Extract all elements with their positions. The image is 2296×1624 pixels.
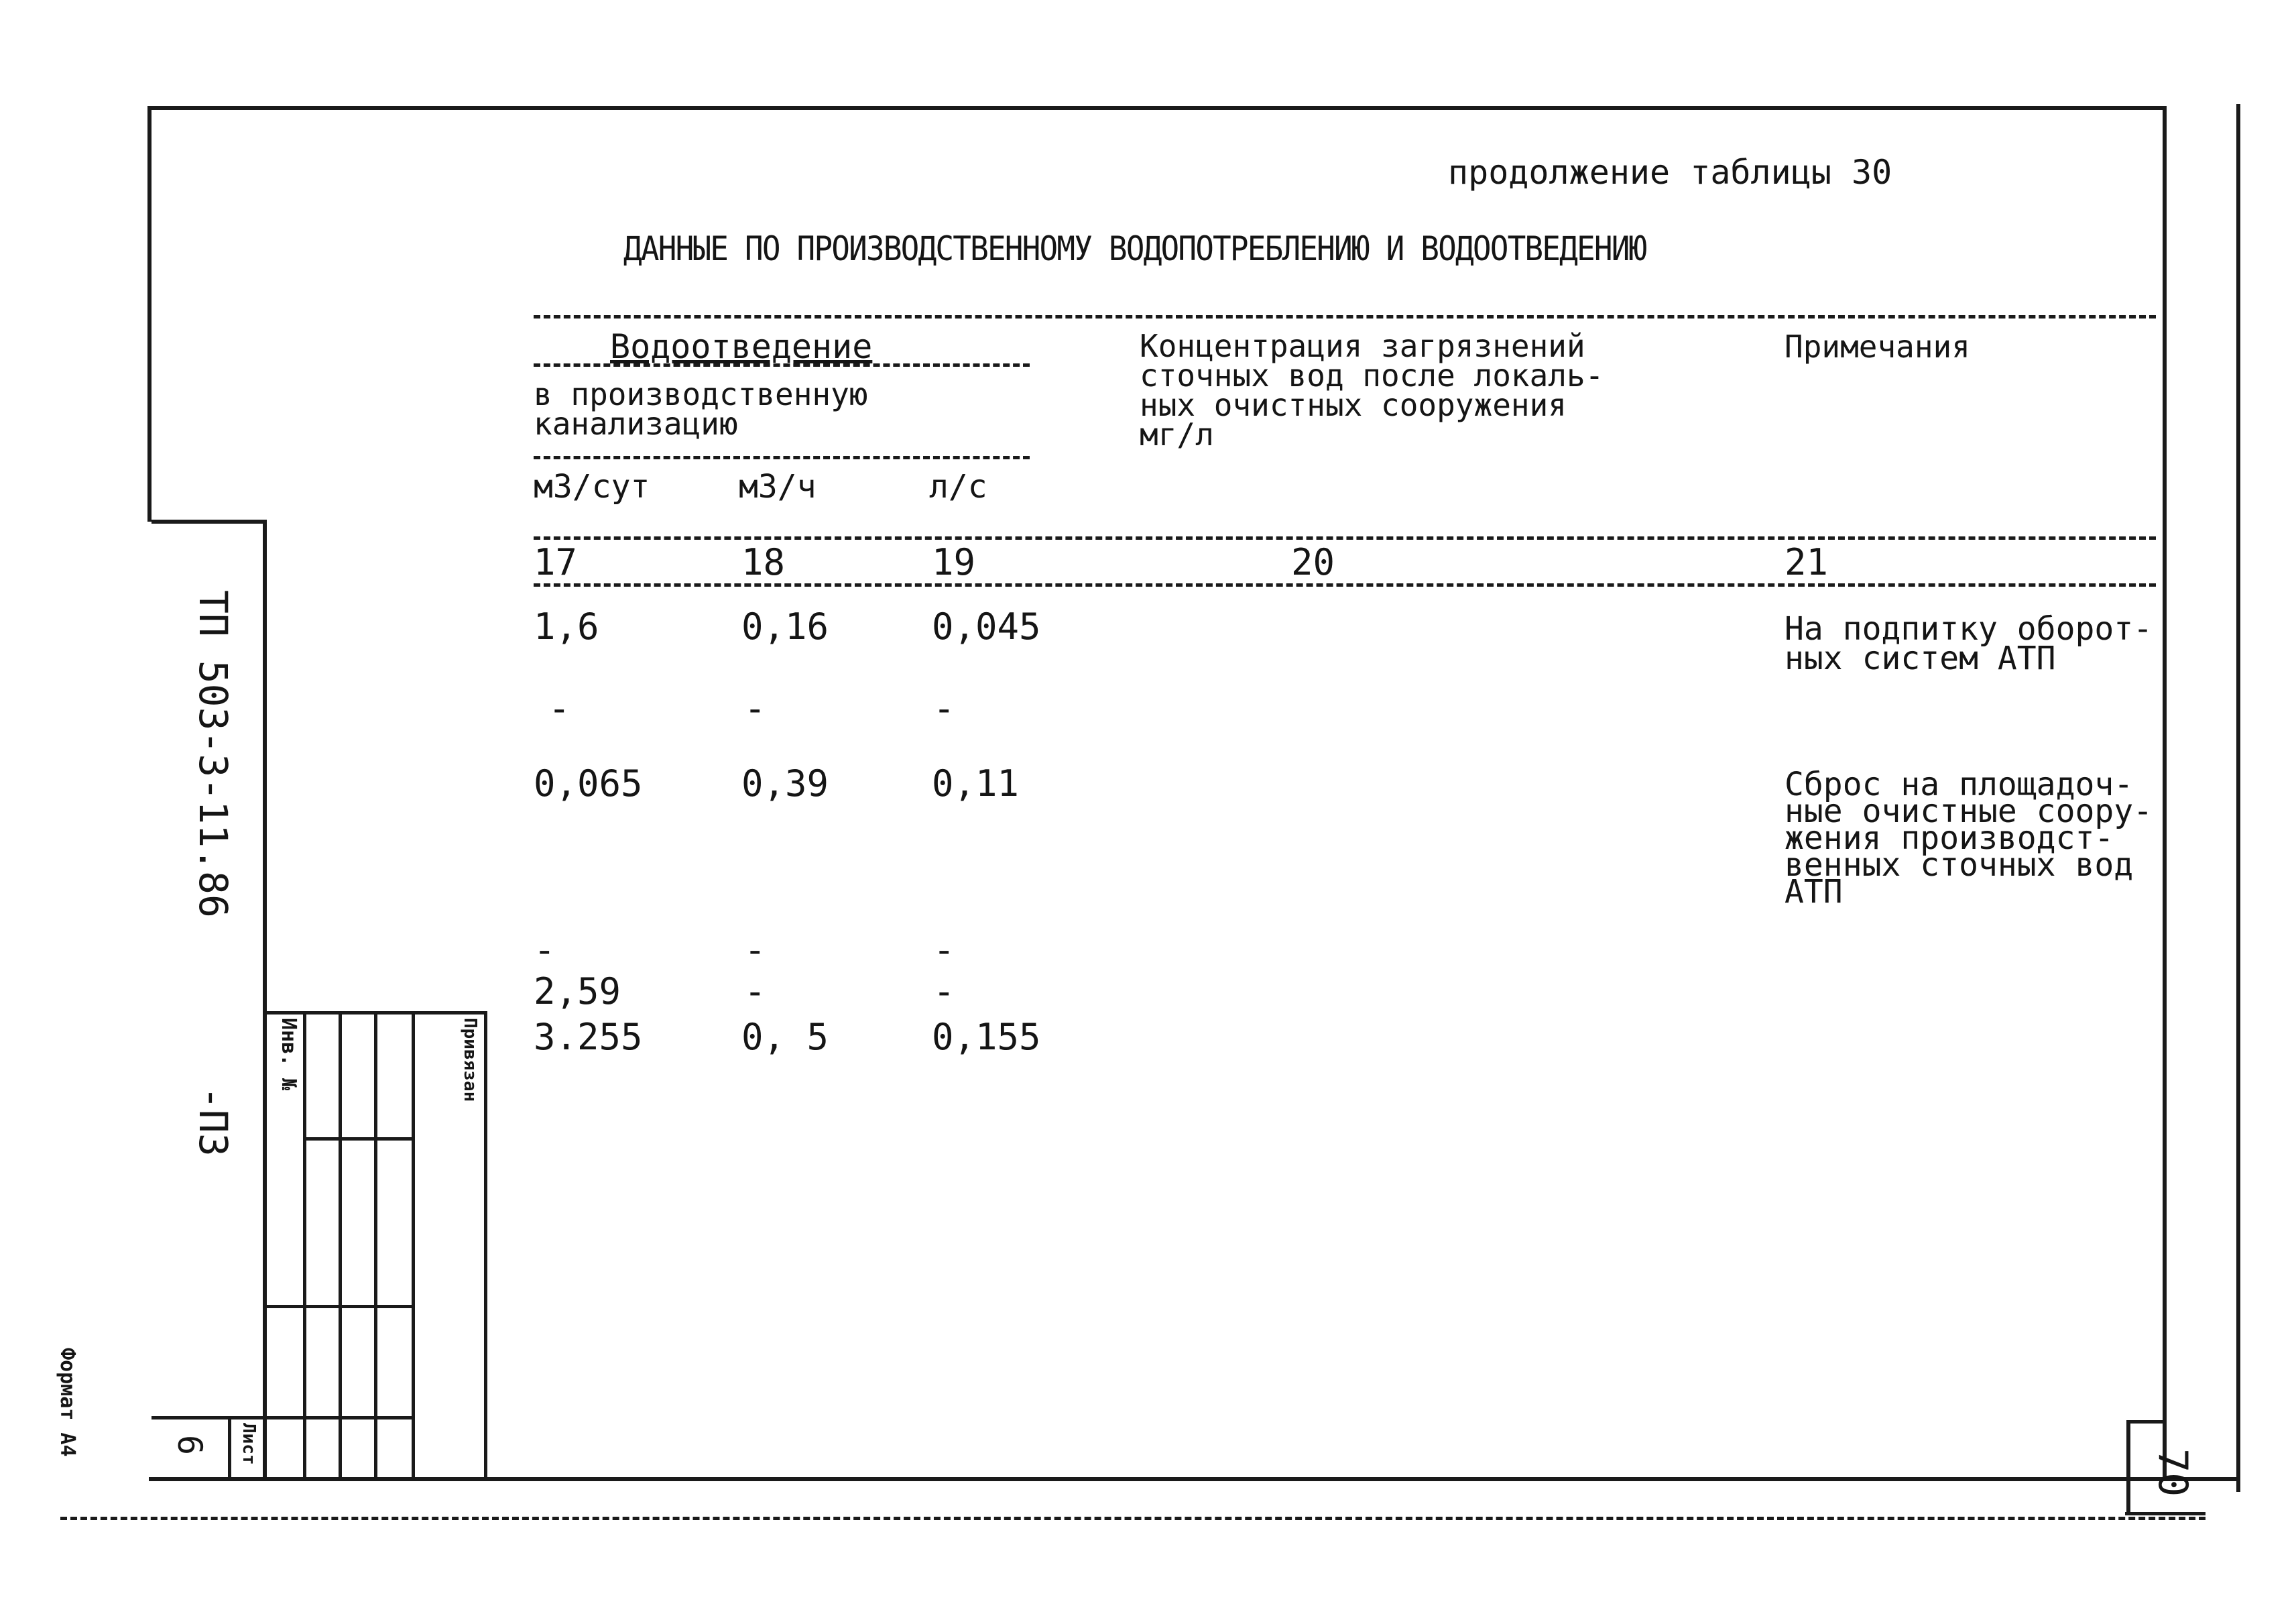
cell-note: На подпитку оборот- ных систем АТП xyxy=(1785,610,2153,677)
frame-bottom-right-step xyxy=(2125,1512,2206,1515)
inv-grid-h1 xyxy=(303,1137,414,1141)
header-group-title: Водоотведение xyxy=(610,327,873,366)
cell-l-s: 0,155 xyxy=(932,1016,1041,1058)
sheet-code: -П3 xyxy=(190,1086,236,1157)
inv-grid-h2 xyxy=(265,1305,414,1308)
inv-grid-v5 xyxy=(484,1011,487,1481)
format-label: Формат А4 xyxy=(56,1348,79,1457)
inv-grid-v1 xyxy=(303,1011,306,1481)
stamp-list-divider xyxy=(228,1416,231,1480)
unit-m3-hour: м3/ч xyxy=(739,468,817,506)
header-concentration: Концентрация загрязнений сточных вод после локаль- ных очистных сооружения мг/л xyxy=(1140,328,1604,453)
page-box-top xyxy=(2126,1420,2167,1424)
list-label: Лист xyxy=(239,1423,259,1465)
cell-m3-hour: - xyxy=(744,687,766,730)
cell-l-s: 0,11 xyxy=(932,762,1020,805)
cell-m3-hour: - xyxy=(744,970,766,1012)
doc-code: ТП 503-3-11.86 xyxy=(190,590,236,918)
cell-l-s: 0,045 xyxy=(932,605,1041,648)
inv-grid-v2 xyxy=(339,1011,342,1481)
list-number: 6 xyxy=(170,1435,209,1456)
cell-m3-day: - xyxy=(548,687,570,730)
cell-m3-hour: - xyxy=(744,929,766,971)
privyazan-label: Привязан xyxy=(460,1018,480,1102)
stamp-top xyxy=(152,520,265,524)
header-notes: Примечания xyxy=(1785,329,1970,365)
colnum-bottom-rule xyxy=(534,583,2156,587)
inv-grid-v4 xyxy=(412,1011,415,1481)
colnum-19: 19 xyxy=(932,541,976,583)
cell-l-s: - xyxy=(933,687,955,730)
cell-m3-hour: 0, 5 xyxy=(741,1016,829,1058)
colnum-20: 20 xyxy=(1291,541,1335,583)
frame-right xyxy=(2163,106,2167,1481)
cell-l-s: - xyxy=(933,970,955,1012)
cell-m3-hour: 0,16 xyxy=(741,605,829,648)
frame-left xyxy=(147,106,152,522)
cell-m3-day: 1,6 xyxy=(534,605,599,648)
cell-m3-hour: 0,39 xyxy=(741,762,829,805)
inv-label: Инв. № xyxy=(277,1018,300,1091)
cell-l-s: - xyxy=(933,929,955,971)
unit-m3-day: м3/сут xyxy=(534,468,650,506)
page-number: 70 xyxy=(2149,1448,2196,1497)
frame-right-outer xyxy=(2236,104,2240,1492)
stamp-bottom-divider xyxy=(152,1416,265,1419)
page-title: ДАННЫЕ ПО ПРОИЗВОДСТВЕННОМУ ВОДОПОТРЕБЛЕНИЮ И ВОДООТВЕДЕНИЮ xyxy=(623,229,1646,268)
cut-line-bottom xyxy=(60,1517,2206,1520)
cell-m3-day: 0,065 xyxy=(534,762,643,805)
table-top-rule xyxy=(534,315,2156,318)
unit-l-s: л/с xyxy=(929,468,987,506)
cell-m3-day: 2,59 xyxy=(534,970,621,1012)
frame-bottom xyxy=(149,1477,2240,1481)
cell-m3-day: - xyxy=(534,929,556,971)
cell-m3-day: 3.255 xyxy=(534,1016,643,1058)
frame-top xyxy=(149,106,2167,110)
colnum-top-rule xyxy=(534,536,2156,540)
colnum-18: 18 xyxy=(741,541,786,583)
inv-grid-v3 xyxy=(374,1011,377,1481)
header-sub-rule xyxy=(534,456,1030,459)
cell-note: Сброс на площадоч- ные очистные соору- жения производст- венных сточных вод АТП xyxy=(1785,766,2153,911)
header-group-rule xyxy=(534,363,1030,367)
inv-grid-h3 xyxy=(265,1416,414,1419)
continuation-label: продолжение таблицы 30 xyxy=(1448,153,1892,192)
colnum-17: 17 xyxy=(534,541,578,583)
page-box-left xyxy=(2126,1420,2130,1515)
stamp-col-right xyxy=(263,520,267,1480)
colnum-21: 21 xyxy=(1785,541,1829,583)
header-subtitle: в производственную канализацию xyxy=(534,376,868,442)
